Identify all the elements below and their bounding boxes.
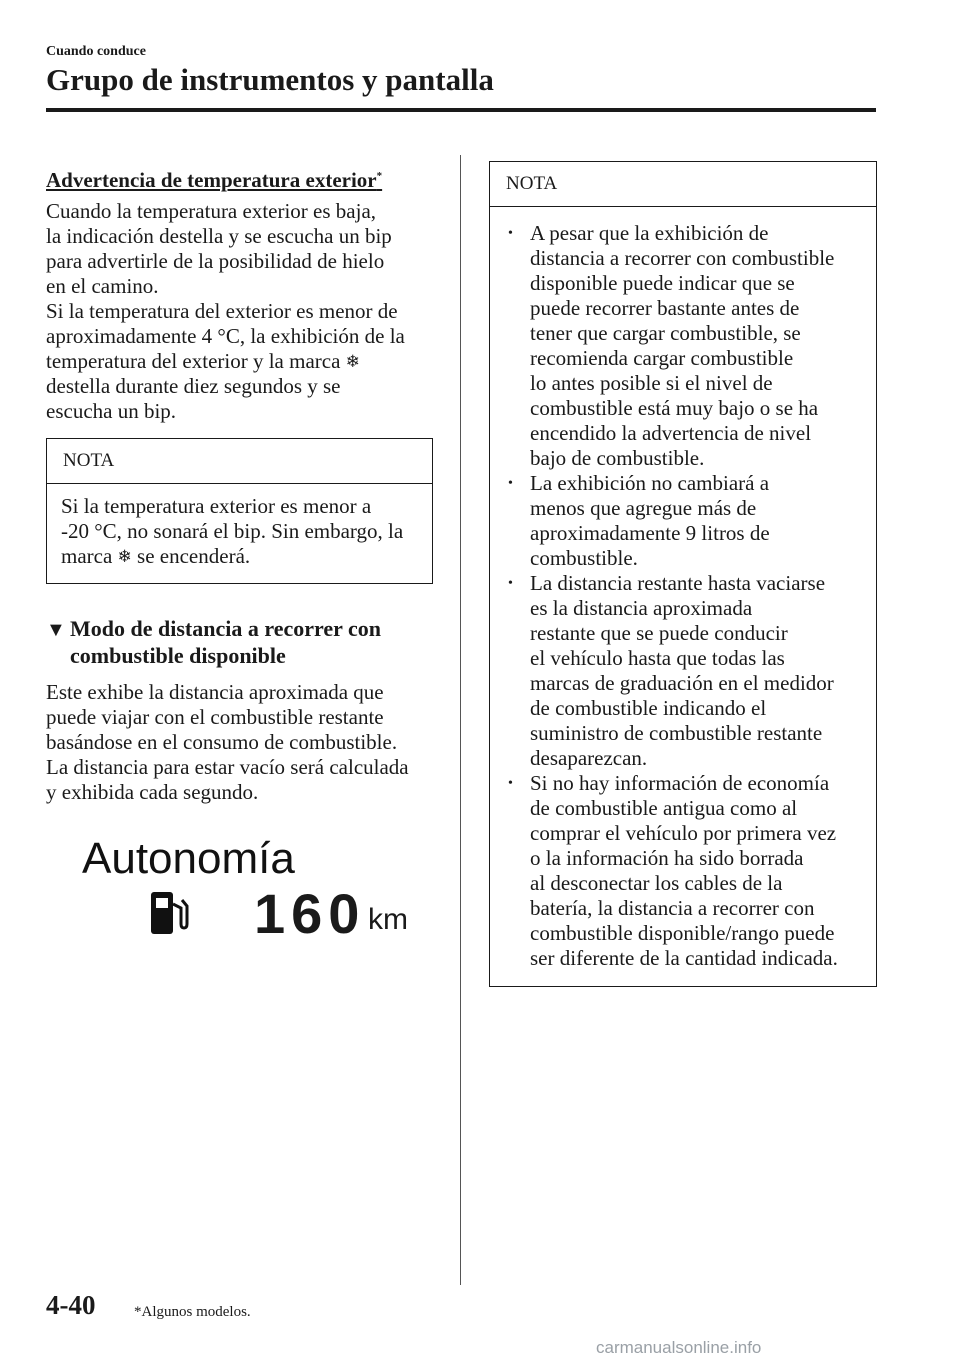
column-divider [460,155,461,1285]
bullet-dot-icon: • [508,226,513,241]
note-box-range [489,161,877,987]
note-label: NOTA [490,162,876,207]
watermark: carmanualsonline.info [596,1338,762,1357]
note-bullet: • Si no hay información de economía de combustible antigua como al comprar el vehículo por primera vez o la información ha sido borrada al desconectar los cables de la batería, la distancia a recorrer con combustible disponible/rango puede ser diferente de la cantidad indicada. [508,771,838,970]
range-value: 160 [254,882,366,945]
range-mode-heading: ▼ Modo de distancia a recorrer con combustible disponible [46,616,382,668]
note-bullet: • A pesar que la exhibición de distancia a recorrer con combustible disponible puede indicar que se puede recorrer bastante antes de tener que cargar combustible, se recomienda cargar combustible lo antes posible si el nivel de combustible está muy bajo o se ha encendido la advertencia de nivel bajo de combustible. [508,221,835,470]
range-mode-paragraph: Este exhibe la distancia aproximada que puede viajar con el combustible restante basándose en el consumo de combustible. La distancia para estar vacío será calculada y exhibida cada segundo. [46,680,409,804]
note-box-temperature: NOTA Si la temperatura exterior es menor a -20 °C, no sonará el bip. Sin embargo, la marca ❄ se encenderá. [46,438,433,584]
triangle-down-icon: ▼ [46,619,66,641]
snowflake-icon: ❄ [117,547,132,566]
section-label: Cuando conduce [46,44,146,59]
bullet-dot-icon: • [508,576,513,591]
chapter-title: Grupo de instrumentos y pantalla [46,62,494,97]
page-number: 4-40 [46,1290,96,1320]
note-bullet: • La exhibición no cambiará a menos que agregue más de aproximadamente 9 litros de combustible. [508,471,770,570]
header-rule [46,108,876,112]
bullet-dot-icon: • [508,476,513,491]
footnote: *Algunos modelos. [134,1304,251,1320]
fuel-pump-icon [148,890,190,938]
range-display-illustration [78,830,418,945]
snowflake-icon: ❄ [345,352,360,371]
bullet-dot-icon: • [508,776,513,791]
display-title: Autonomía [82,834,295,883]
note-label: NOTA [47,439,432,484]
outside-temp-paragraph: Cuando la temperatura exterior es baja, la indicación destella y se escucha un bip para advertirle de la posibilidad de hielo en el camino. Si la temperatura del exterior es menor de aproximadamente 4 °C, la exhibición de la temperatura del exterior y la marca ❄ destella durante diez segundos y se escucha un bip. [46,199,405,423]
range-unit: km [368,903,408,936]
optional-model-marker: * [376,170,383,182]
outside-temp-warning-heading: Advertencia de temperatura exterior* [46,168,383,192]
note-bullet: • La distancia restante hasta vaciarse es la distancia aproximada restante que se puede conducir el vehículo hasta que todas las marcas de graduación en el medidor de combustible indicando el suministro de combustible restante desaparezcan. [508,571,834,770]
